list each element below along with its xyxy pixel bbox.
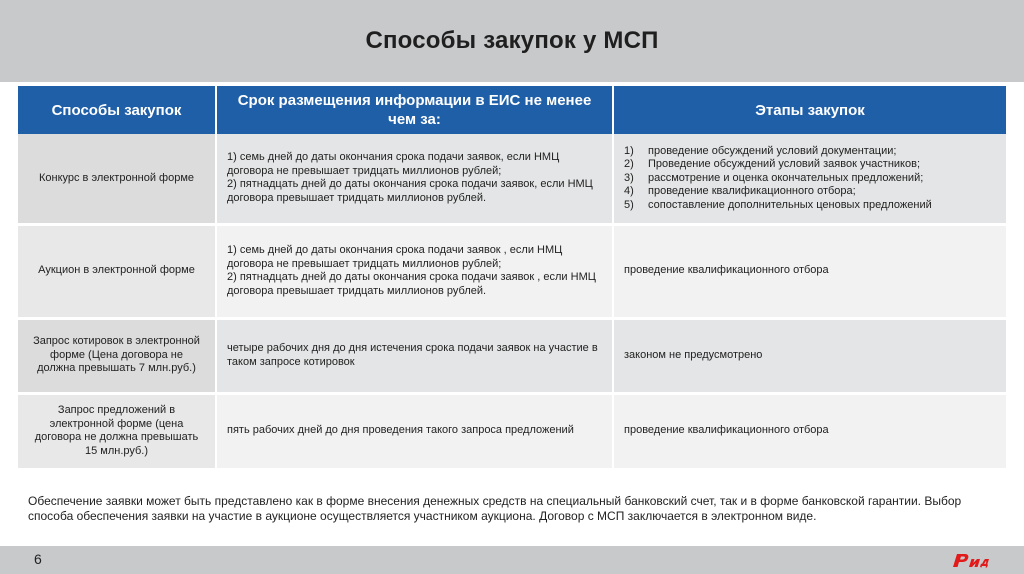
stages-cell — [613, 134, 1006, 224]
stage-text: проведение обсуждений условий документации; — [648, 144, 897, 157]
stage-item — [624, 185, 998, 199]
stage-number: 5) — [624, 198, 634, 211]
procurement-methods-table — [18, 86, 1006, 471]
stage-text: сопоставление дополнительных ценовых предложений — [648, 198, 932, 211]
page-number: 6 — [34, 551, 42, 567]
header-stages: Этапы закупок — [613, 86, 1006, 134]
method-cell: Запрос котировок в электронной форме (Цена договора не должна превышать 7 млн.руб.) — [18, 318, 216, 393]
stage-number: 3) — [624, 171, 634, 184]
table-row — [18, 224, 1006, 318]
term-cell — [216, 318, 613, 393]
table-row — [18, 318, 1006, 393]
stage-number: 1) — [624, 144, 634, 157]
page-title: Способы закупок у МСП — [365, 27, 659, 54]
header-posting-term: Срок размещения информации в ЕИС не менее чем за: — [216, 86, 613, 134]
term-line: 2) пятнадцать дней до даты окончания срока подачи заявок, если НМЦ договора превышает тридцать миллионов рублей. — [227, 178, 593, 204]
table-row — [18, 134, 1006, 224]
stages-cell: проведение квалификационного отбора — [613, 224, 1006, 318]
stage-item — [624, 158, 998, 172]
method-cell: Запрос предложений в электронной форме (цена договора не должна превышать 15 млн.руб.) — [18, 393, 216, 469]
term-cell — [216, 224, 613, 318]
stage-item — [624, 172, 998, 186]
method-cell: Конкурс в электронной форме — [18, 134, 216, 224]
stage-number: 2) — [624, 158, 634, 170]
table-row — [18, 393, 1006, 469]
stages-cell: законом не предусмотрено — [613, 318, 1006, 393]
method-cell: Аукцион в электронной форме — [18, 224, 216, 318]
footer-band — [0, 546, 1024, 574]
stage-item — [624, 145, 998, 159]
stage-text: проведение квалификационного отбора; — [648, 185, 856, 197]
term-cell — [216, 134, 613, 224]
term-line: 2) пятнадцать дней до даты окончания срока подачи заявок , если НМЦ договора превышает тридцать миллионов рублей. — [227, 271, 596, 297]
term-line: 1) семь дней до даты окончания срока подачи заявок , если НМЦ договора не превышает тридцать миллионов рублей; — [227, 244, 563, 270]
stages-list — [624, 145, 998, 213]
stage-number: 4) — [624, 185, 634, 197]
table-header-row — [18, 86, 1006, 134]
header-methods: Способы закупок — [18, 86, 216, 134]
term-line: четыре рабочих дня до дня истечения срока подачи заявок на участие в таком запросе котировок — [227, 342, 598, 368]
term-line: 1) семь дней до даты окончания срока подачи заявок, если НМЦ договора не превышает тридцать миллионов рублей; — [227, 151, 560, 177]
term-cell — [216, 393, 613, 469]
stages-cell: проведение квалификационного отбора — [613, 393, 1006, 469]
stage-text: рассмотрение и оценка окончательных предложений; — [648, 171, 924, 184]
stage-item — [624, 199, 998, 213]
security-note: Обеспечение заявки может быть представлено как в форме внесения денежных средств на специальный банковский счет, так и в форме банковской гарантии. Выбор способа обеспечения заявки на участие в аукционе осуществляется участником аукциона. Договор с МСП заключается в электронном виде. — [28, 494, 962, 523]
rzd-logo-icon — [950, 551, 990, 569]
stage-text: Проведение обсуждений условий заявок участников; — [648, 158, 921, 170]
term-line: пять рабочих дней до дня проведения такого запроса предложений — [227, 424, 574, 437]
